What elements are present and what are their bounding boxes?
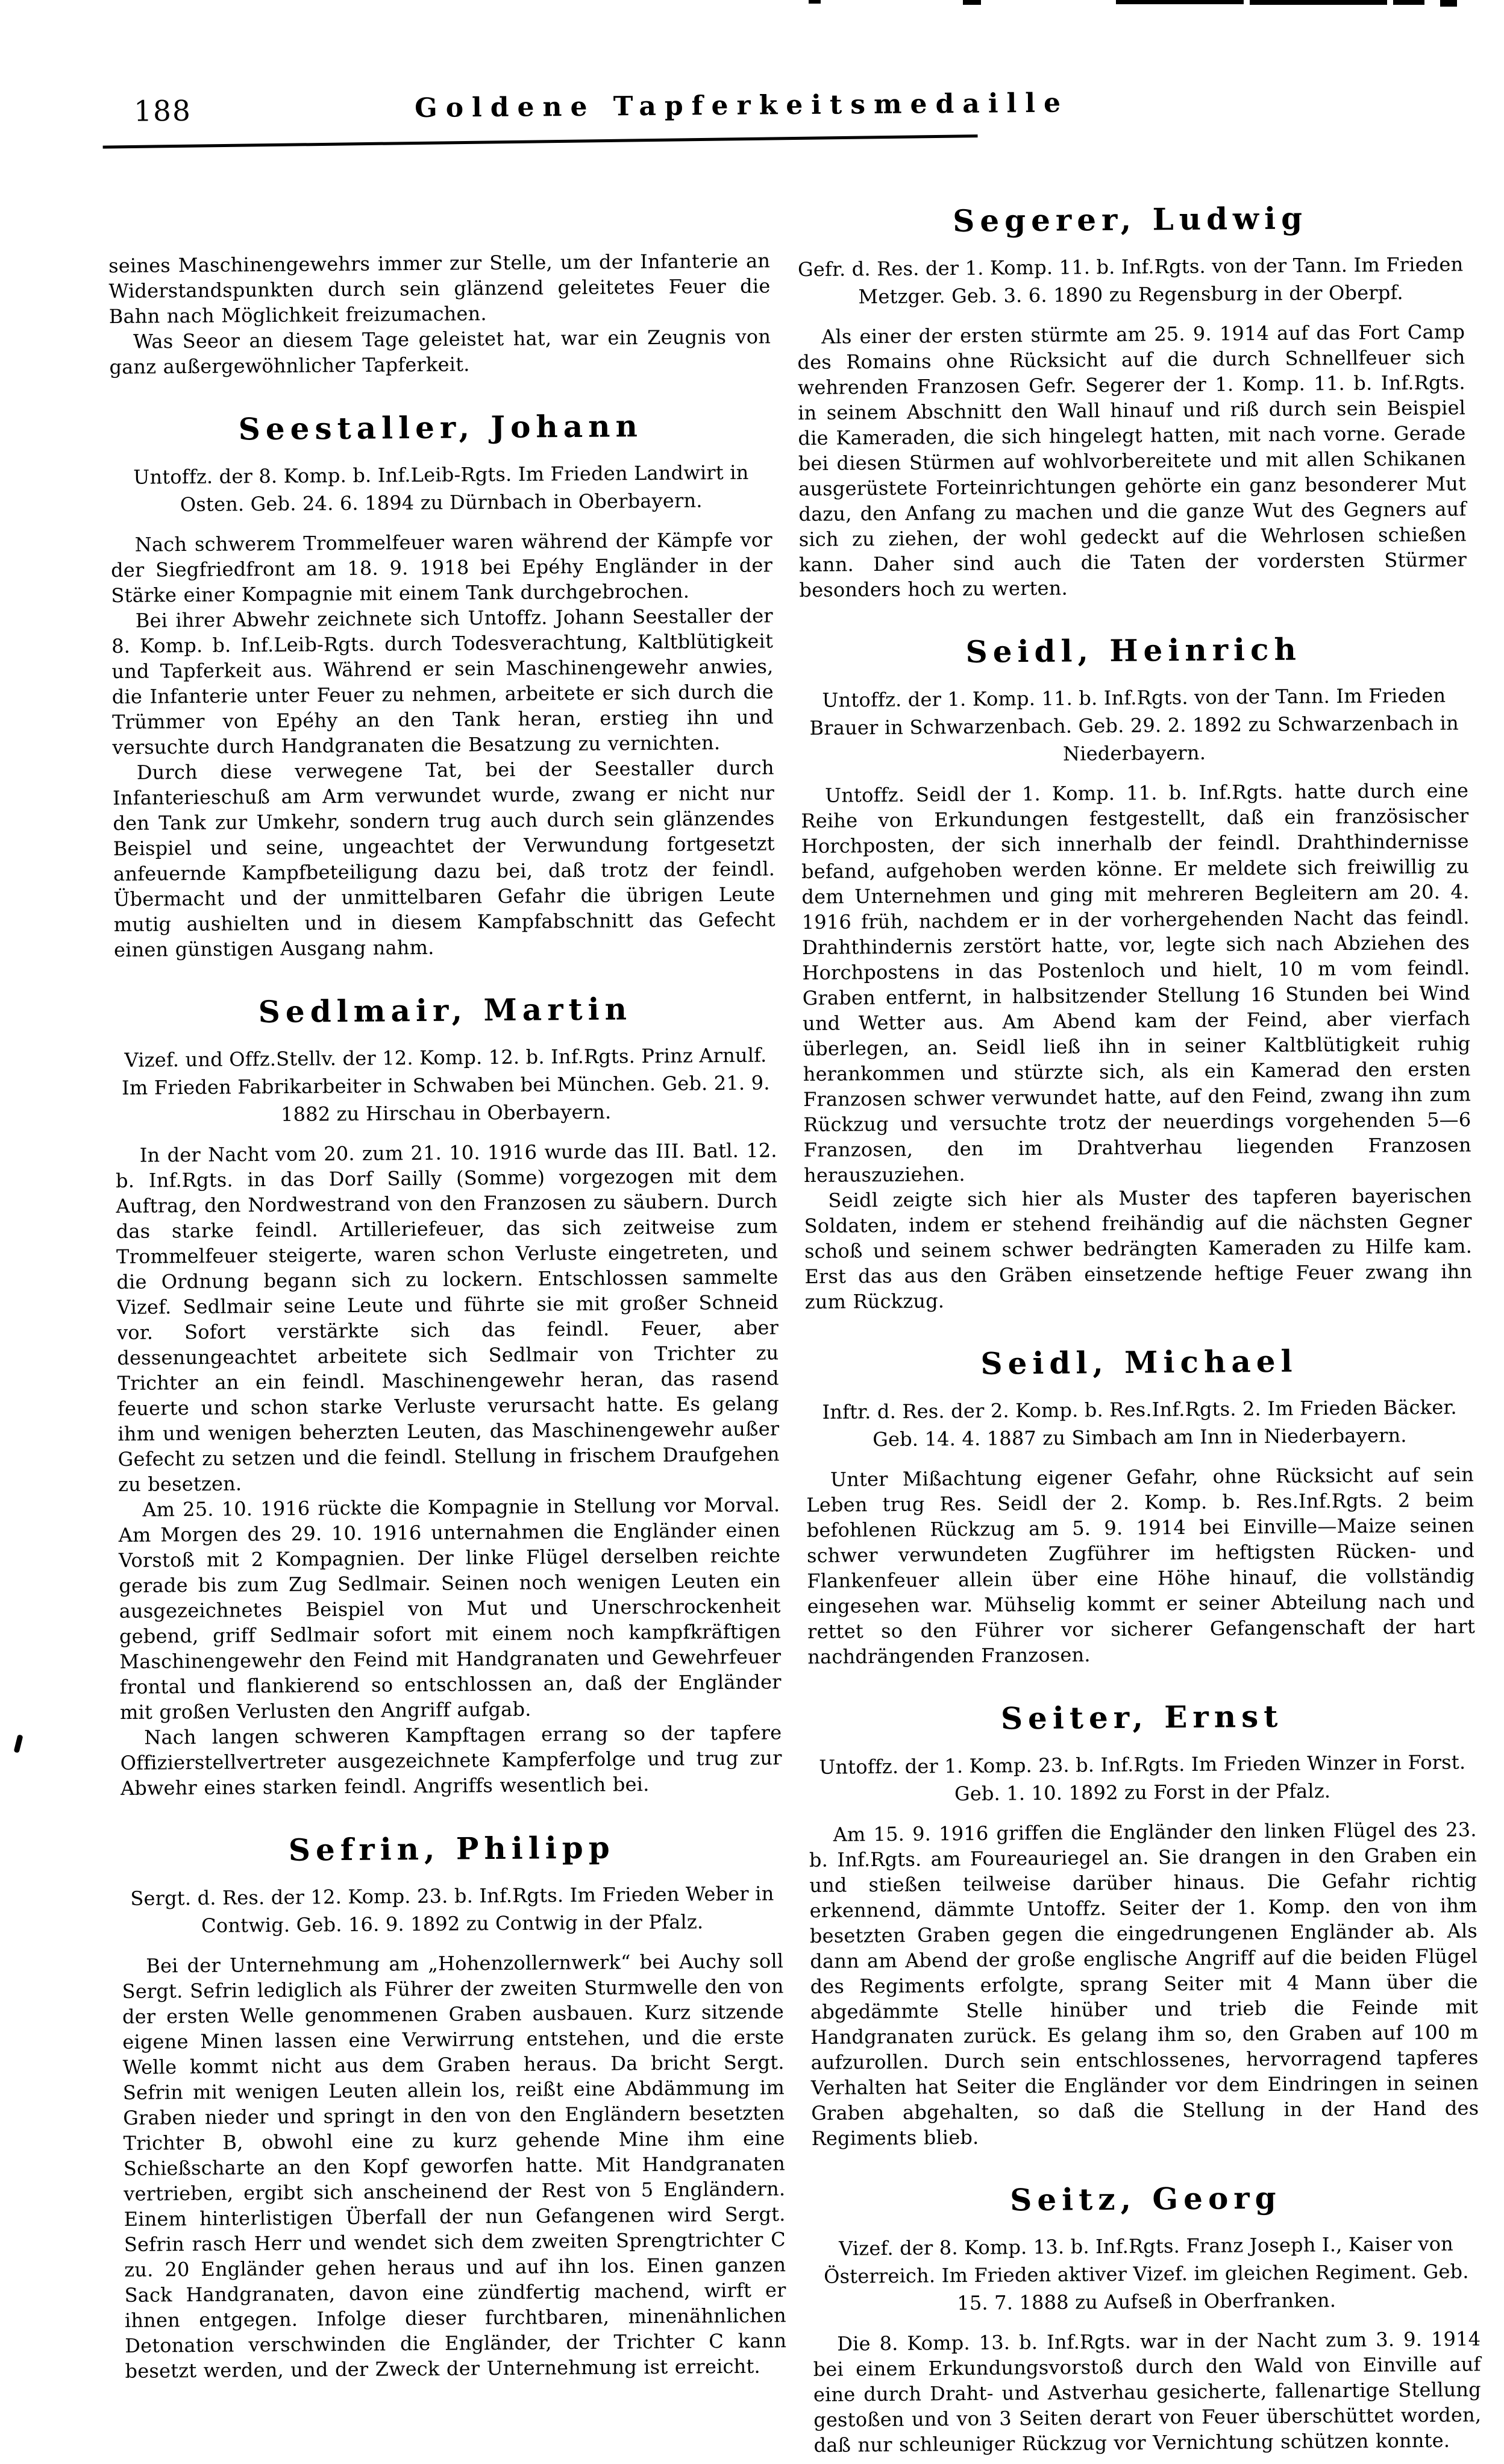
entry-info: Inftr. d. Res. der 2. Komp. b. Res.Inf.Rgts. 2. Im Frieden Bäcker. Geb. 14. 4. 1887 zu Simbach am Inn in Niederbayern.: [822, 1395, 1457, 1451]
right-column: [796, 199, 1481, 2458]
entry-info: Gefr. d. Res. der 1. Komp. 11. b. Inf.Rgts. von der Tann. Im Frieden Metzger. Geb. 3. 6. 1890 zu Regensburg in der Oberpf.: [797, 253, 1464, 309]
text-columns: [108, 200, 1482, 2463]
entry-paragraph: Unter Mißachtung eigener Gefahr, ohne Rücksicht auf sein Leben trug Res. Seidl der 2. Komp. b. Res.Inf.Rgts. 2 beim befohlenen Rückzug am 5. 9. 1914 bei Einville—Maize seinen schwer verwundeten Zugführer im heftigsten Rücken- und Flankenfeuer allein über eine Höhe hinauf, die vollständig eingesehen war. Mühselig kommt er seiner Abteilung nach und rettet so den Führer vor sicherer Gefangenschaft der hart nachdrängenden Franzosen.: [806, 1463, 1476, 1668]
left-column: [108, 248, 788, 2463]
entry-heading: Sefrin, Philipp: [288, 1829, 615, 1868]
entry-heading: Segerer, Ludwig: [952, 200, 1308, 239]
entry-paragraph: In der Nacht vom 20. zum 21. 10. 1916 wurde das III. Batl. 12. b. Inf.Rgts. in das Dorf Sailly (Somme) vorgezogen mit dem Auftrag, den Nordwestrand von den Franzosen zu säubern. Durch das starke feindl. Artilleriefeuer, das sich zeitweise zum Trommelfeuer steigerte, waren schon Verluste eingetreten, und die Ordnung begann sich zu lockern. Entschlossen sammelte Vizef. Sedlmair seine Leute und führte sie mit großer Schneid vor. Sofort verstärkte sich das feindl. Feuer, aber dessenungeachtet arbeitete sich Sedlmair von Trichter zu Trichter an ein feindl. Maschinengewehr heran, das rasend feuerte und schon starke Verluste verursacht hatte. Es gelang ihm und wenigen beherzten Leuten, das Maschinengewehr außer Gefecht zu setzen und die feindl. Stellung in frischem Draufgehen zu besetzen.: [115, 1139, 780, 1496]
running-title: Goldene Tapferkeitsmedaille: [414, 87, 1070, 124]
entry-paragraph: Als einer der ersten stürmte am 25. 9. 1914 auf das Fort Camp des Romains ohne Rücksicht auf die durch Schnellfeuer sich wehrenden Franzosen Gefr. Segerer der 1. Komp. 11. b. Inf.Rgts. in seinem Abschnitt den Wall hinauf und riß durch sein Beispiel die Kameraden, die sich hingelegt hatten, mit nach vorne. Gerade bei diesen Stürmen auf wohlvorbereitete und mit allen Schikanen ausgerüstete Forteinrichtungen gehörte ein ganz besonderer Mut dazu, den Anfang zu machen und die ganze Wut des Gegners auf sich zu ziehen, der wohl gedeckt auf die Wehrlosen schießen kann. Daher sind auch die Taten der vordersten Stürmer besonders hoch zu werten.: [797, 320, 1467, 602]
entry-paragraph: Bei der Unternehmung am „Hohenzollernwerk“ bei Auchy soll Sergt. Sefrin lediglich als Führer der zweiten Sturmwelle den von der ersten Welle genommenen Graben ausbauen. Kurz sitzende eigene Minen lassen eine Verwirrung entstehen, und die erste Welle kommt nicht aus dem Graben heraus. Da bricht Sergt. Sefrin mit wenigen Leuten allein los, reißt eine Abdämmung im Graben nieder und springt in den von den Engländern besetzten Trichter B, obwohl eine zu kurz gehende Mine ihm eine Schießscharte an den Kopf geworfen hatte. Mit Handgranaten vertrieben, ergibt sich anscheinend der Rest von 5 Engländern. Einem hinterlistigen Überfall der nun Gefangenen wird Sergt. Sefrin rasch Herr und wendet sich dem zweiten Sprengtrichter C zu. 20 Engländer gehen heraus und auf ihn los. Einen ganzen Sack Handgranaten, davon eine zündfertig machend, wirft er ihnen entgegen. Infolge dieser furchtbaren, minenähnlichen Detonation verschwinden die Engländer, der Trichter C kann besetzt werden, und der Zweck der Unternehmung ist erreicht.: [122, 1949, 787, 2383]
entry-heading: Seiter, Ernst: [1000, 1698, 1283, 1736]
intro-paragraph: seines Maschinengewehrs immer zur Stelle, um der Infanterie an Widerstandspunkten durch sein glänzend geleitetes Feuer die Bahn nach Möglichkeit freizumachen.: [108, 249, 771, 328]
entry-info: Vizef. und Offz.Stellv. der 12. Komp. 12. b. Inf.Rgts. Prinz Arnulf. Im Frieden Fabrikarbeiter in Schwaben bei München. Geb. 21. 9. 1882 zu Hirschau in Oberbayern.: [121, 1043, 770, 1126]
entry-info: Untoffz. der 8. Komp. b. Inf.Leib-Rgts. Im Frieden Landwirt in Osten. Geb. 24. 6. 1894 zu Dürnbach in Oberbayern.: [133, 460, 749, 517]
entry-paragraph: Seidl zeigte sich hier als Muster des tapferen bayerischen Soldaten, indem er stehend freihändig auf die nächsten Gegner schoß und seinem schwer bedrängten Kameraden zu Hilfe kam. Erst das aus den Gräben einsetzende heftige Feuer zwang ihn zum Rückzug.: [804, 1184, 1473, 1313]
entry-info: Untoffz. der 1. Komp. 11. b. Inf.Rgts. von der Tann. Im Frieden Brauer in Schwarzenbach. Geb. 29. 2. 1892 zu Schwarzenbach in Niederbayern.: [809, 684, 1459, 765]
entry-paragraph: Die 8. Komp. 13. b. Inf.Rgts. war in der Nacht zum 3. 9. 1914 bei einem Erkundungsvorstoß durch den Wald von Einville auf eine durch Draht- und Astverhau gesicherte, fallenartige Stellung gestoßen und von 3 Seiten derart von Feuer überschüttet worden, daß nur schleuniger Rückzug vor Vernichtung schützen konnte.: [813, 2327, 1482, 2457]
entry-paragraph: Nach schwerem Trommelfeuer waren während der Kämpfe vor der Siegfriedfront am 18. 9. 1918 bei Epéhy Engländer in der Stärke einer Kompagnie mit einem Tank durchgebrochen.: [110, 528, 773, 607]
entry-heading: Seidl, Heinrich: [965, 631, 1302, 670]
page-header: [0, 0, 1502, 128]
intro-paragraph: Was Seeor an diesem Tage geleistet hat, war ein Zeugnis von ganz außergewöhnlicher Tapferkeit.: [109, 325, 771, 379]
entry-paragraph: Nach langen schweren Kampftagen errang so der tapfere Offizierstellvertreter ausgezeichnete Kampferfolge und trug zur Abwehr eines starken feindl. Angriffs wesentlich bei.: [120, 1721, 782, 1800]
entry-heading: Seitz, Georg: [1009, 2180, 1282, 2218]
entry-paragraph: Untoffz. Seidl der 1. Komp. 11. b. Inf.Rgts. hatte durch eine Reihe von Erkundungen festgestellt, daß ein französischer Horchposten, der sich innerhalb der feindl. Drahthindernisse befand, aufgehoben werden könne. Er meldete sich freiwillig zu dem Unternehmen und ging mit mehreren Begleitern am 20. 4. 1916 früh, nachdem er in der vorhergehenden Nacht das feindl. Drahthindernis zerstört hatte, vor, legte sich nach Abziehen des Horchpostens in das Postenloch und hielt, 10 m vom feindl. Graben entfernt, in halbsitzender Stellung 16 Stunden bei Wind und Wetter aus. Am Abend kam der Feind, aber vierfach überlegen, an. Seidl ließ ihn in seiner Kaltblütigkeit ruhig herankommen und stürzte sich, als ein Kamerad den ersten Franzosen schwer verwundet hatte, auf den Feind, zwang ihn zum Rückzug und versuchte trotz der neuerdings vorgehenden 5—6 Franzosen, den im Drahtverhau liegenden Franzosen herauszuziehen.: [801, 779, 1471, 1187]
entry-heading: Seestaller, Johann: [238, 408, 644, 447]
entry-heading: Seidl, Michael: [980, 1343, 1298, 1381]
entry-paragraph: Am 15. 9. 1916 griffen die Engländer den linken Flügel des 23. b. Inf.Rgts. am Foureauriegel an. Sie drangen in den Graben ein und stießen teilweise darüber hinaus. Die Gefahr richtig erkennend, dämmte Untoffz. Seiter der 1. Komp. den von ihm besetzten Graben gegen die eingedrungenen Engländer ab. Als dann am Abend der große englische Angriff auf die beiden Flügel des Regiments erfolgte, sprang Seiter mit 4 Mann über die abgedämmte Stelle hinüber und trieb die Feinde mit Handgranaten zurück. Es gelang ihm so, den Graben auf 100 m aufzurollen. Durch sein entschlossenes, hervorragend tapferes Verhalten hat Seiter die Engländer vor dem Eindringen in seinen Graben abgehalten, so daß die Stellung in der Hand des Regiments blieb.: [809, 1818, 1479, 2150]
entry-paragraph: Durch diese verwegene Tat, bei der Seestaller durch Infanterieschuß am Arm verwundet wurde, zwang er nicht nur den Tank zur Umkehr, sondern trug auch durch sein glänzendes Beispiel und seine, ungeachtet der Verwundung fortgesetzt anfeuernde Kampfbeteiligung dazu bei, daß trotz der feindl. Übermacht und der unmittelbaren Gefahr die übrigen Leute mutig aushielten und in diesem Kampfabschnitt das Gefecht einen günstigen Ausgang nahm.: [112, 756, 776, 961]
entry-paragraph: Bei ihrer Abwehr zeichnete sich Untoffz. Johann Seestaller der 8. Komp. b. Inf.Leib-Rgts. durch Todesverachtung, Kaltblütigkeit und Tapferkeit aus. Während er sein Maschinengewehr anwies, die Infanterie unter Feuer zu nehmen, arbeitete er sich durch die Trümmer von Epéhy an den Tank heran, erstieg ihn und versuchte durch Handgranaten die Besatzung zu vernichten.: [111, 604, 774, 759]
entry-heading: Sedlmair, Martin: [258, 991, 633, 1030]
entry-info: Vizef. der 8. Komp. 13. b. Inf.Rgts. Franz Joseph I., Kaiser von Österreich. Im Frieden aktiver Vizef. im gleichen Regiment. Geb. 15. 7. 1888 zu Aufseß in Oberfranken.: [824, 2232, 1469, 2315]
entry-info: Untoffz. der 1. Komp. 23. b. Inf.Rgts. Im Frieden Winzer in Forst. Geb. 1. 10. 1892 zu Forst in der Pfalz.: [819, 1750, 1466, 1806]
header-rule: [103, 134, 978, 148]
entry-paragraph: Am 25. 10. 1916 rückte die Kompagnie in Stellung vor Morval. Am Morgen des 29. 10. 1916 unternahmen die Engländer einen Vorstoß mit 2 Kompagnien. Der linke Flügel derselben reichte gerade bis zum Zug Sedlmair. Seinen noch wenigen Leuten ein ausgezeichnetes Beispiel von Mut und Unerschrockenheit gebend, griff Sedlmair sofort mit einem noch kampfkräftigen Maschinengewehr den Feind mit Handgranaten und Gewehrfeuer frontal und flankierend so entschlossen an, daß der Engländer mit großen Verlusten den Angriff aufgab.: [118, 1493, 782, 1724]
page-number: 188: [133, 94, 192, 128]
entry-info: Sergt. d. Res. der 12. Komp. 23. b. Inf.Rgts. Im Frieden Weber in Contwig. Geb. 16. 9. 1892 zu Contwig in der Pfalz.: [130, 1882, 774, 1937]
